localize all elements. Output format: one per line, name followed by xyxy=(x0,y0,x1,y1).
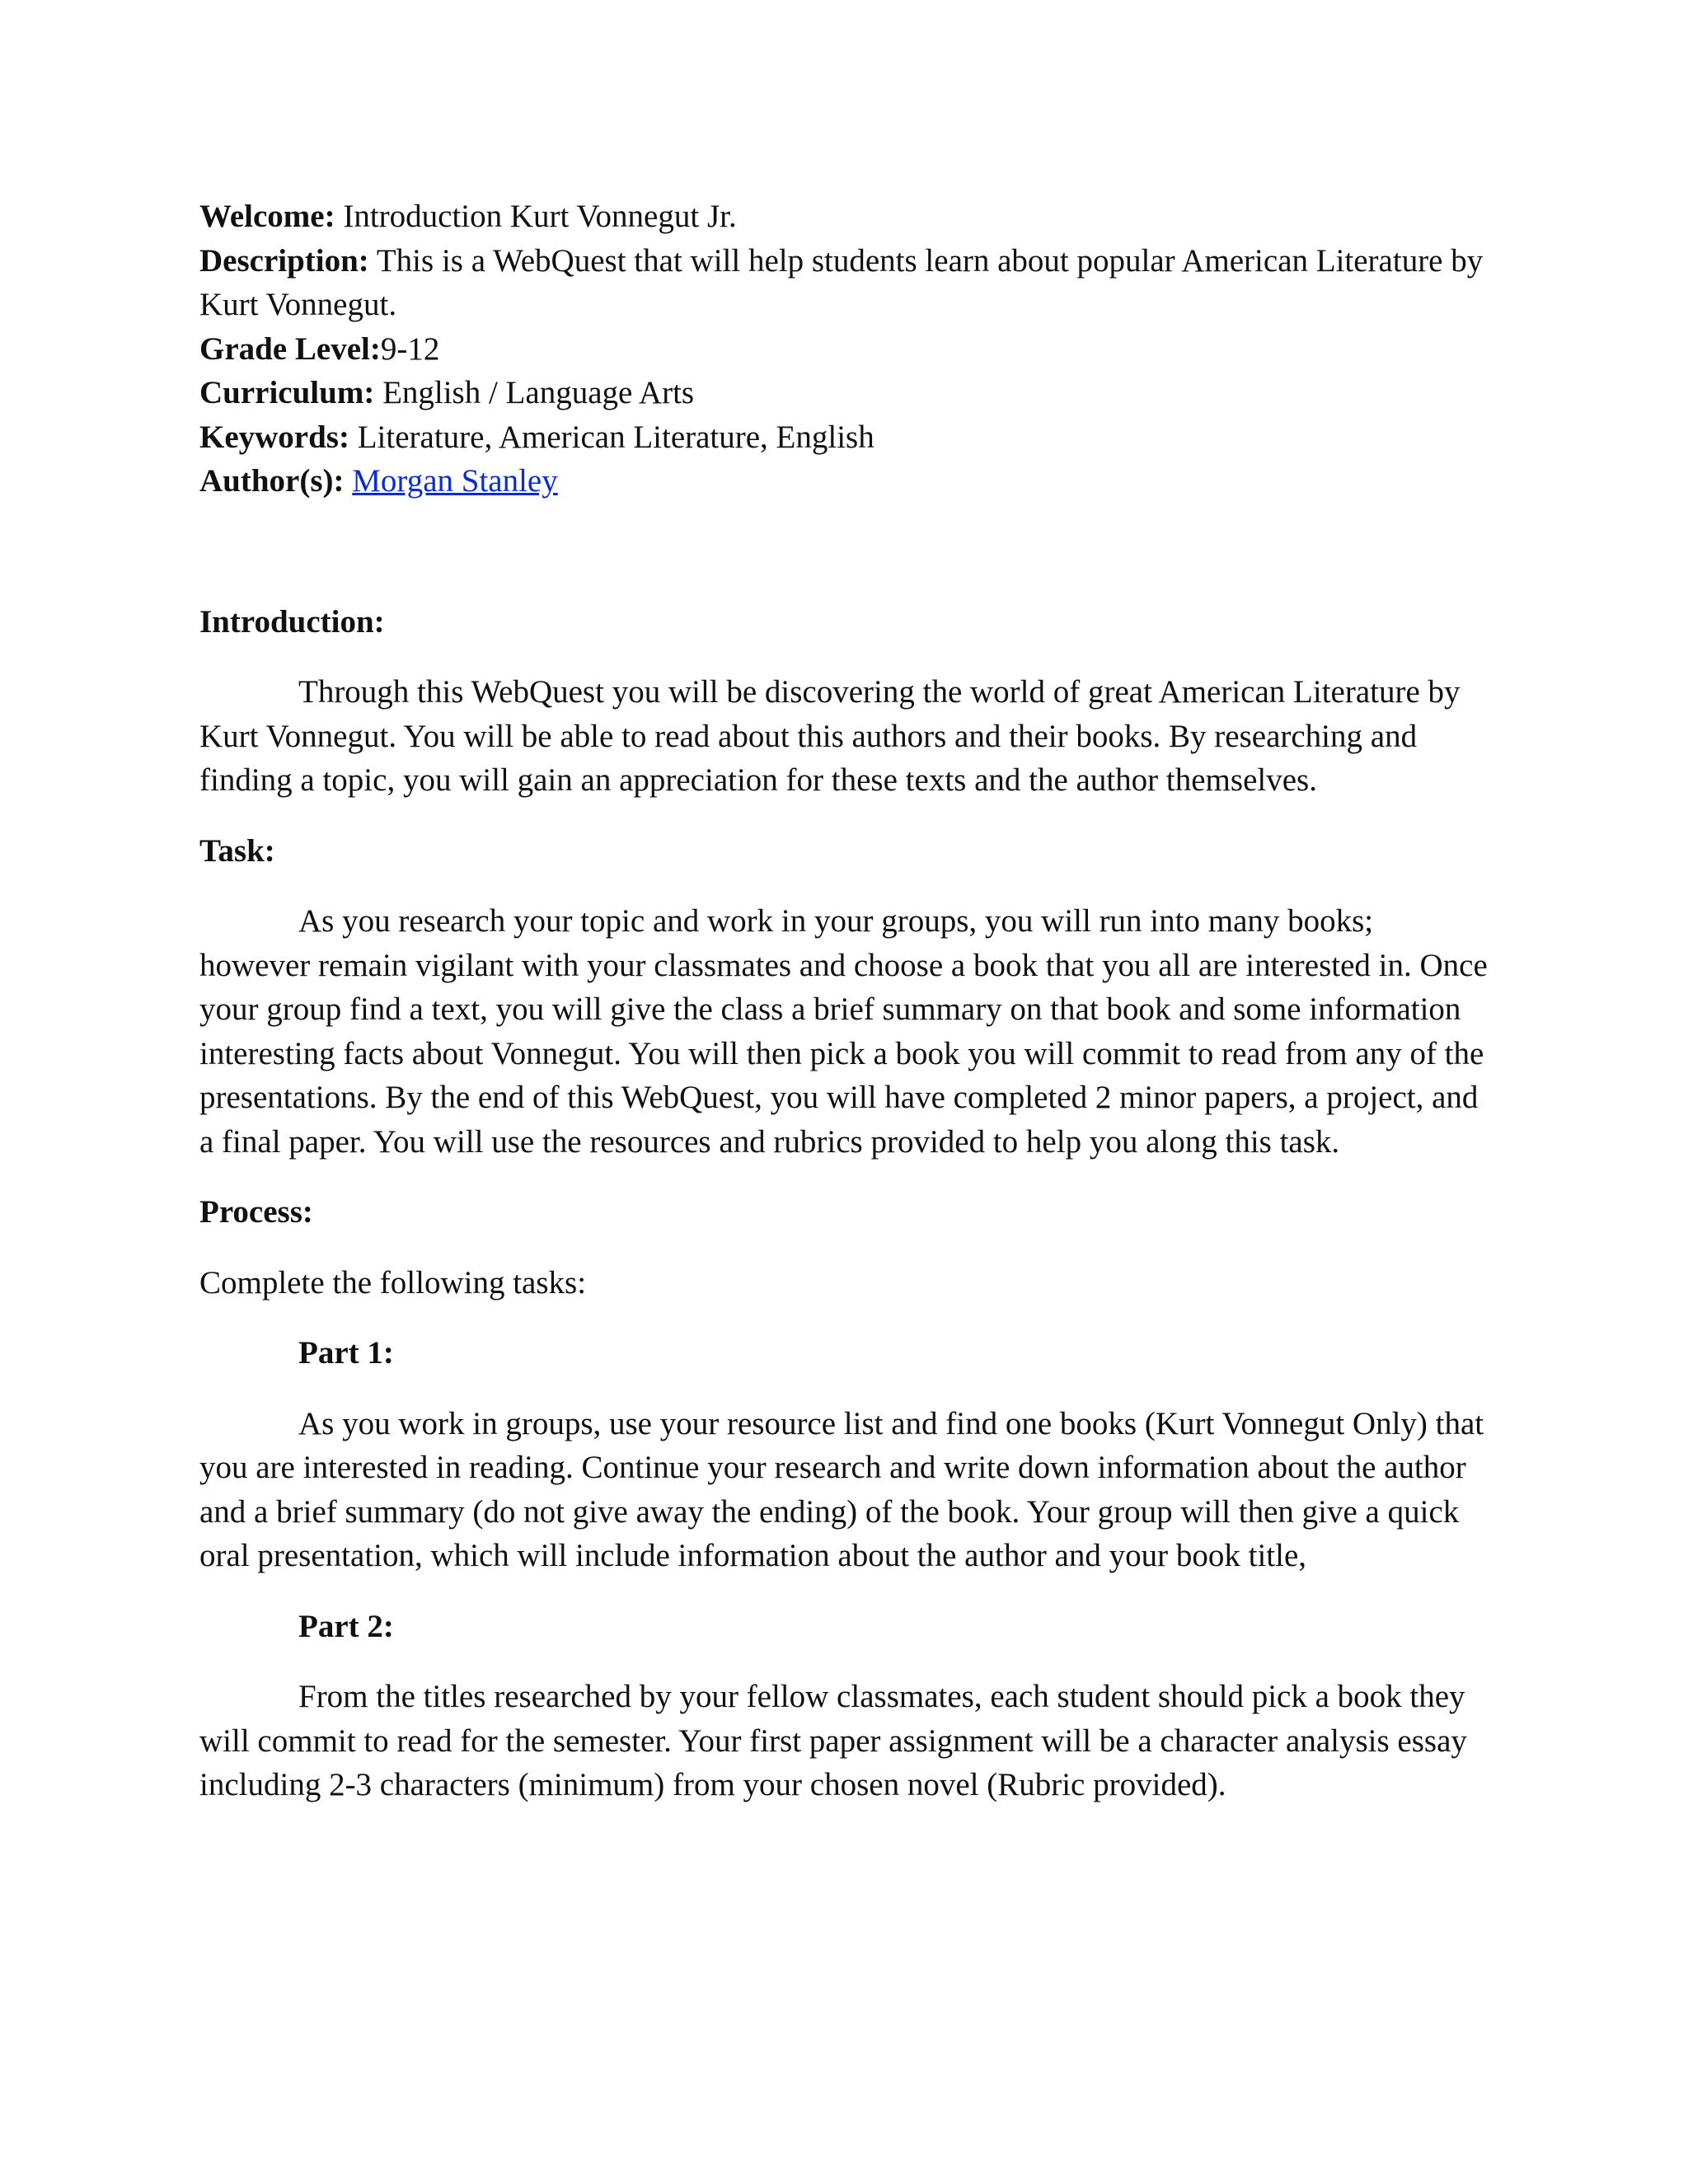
spacer xyxy=(199,644,1492,670)
welcome-value: Introduction Kurt Vonnegut Jr. xyxy=(343,199,737,234)
spacer xyxy=(199,1578,1492,1605)
grade-level-label: Grade Level: xyxy=(199,330,381,367)
description-line xyxy=(199,239,1492,327)
part2-heading: Part 2: xyxy=(298,1608,394,1644)
spacer xyxy=(199,504,1492,600)
keywords-label: Keywords: xyxy=(199,419,349,455)
spacer xyxy=(199,1648,1492,1675)
curriculum-label: Curriculum: xyxy=(199,375,375,410)
author-link[interactable]: Morgan Stanley xyxy=(352,463,558,499)
authors-label: Author(s): xyxy=(199,463,345,499)
part2-paragraph: From the titles researched by your fellow classmates, each student should pick a book they will commit to read for the semester. Your first paper assignment will be a character analysis essay including 2-3 characters (minimum) from your chosen novel (Rubric provided). xyxy=(199,1679,1467,1802)
document-page xyxy=(199,194,1492,1807)
welcome-line xyxy=(199,194,1492,239)
grade-level-line xyxy=(199,327,1492,372)
description-value: This is a WebQuest that will help students learn about popular American Literature by Kurt Vonnegut. xyxy=(199,242,1484,322)
part1-heading: Part 1: xyxy=(298,1335,394,1371)
keywords-value: Literature, American Literature, English xyxy=(357,419,874,455)
authors-line xyxy=(199,459,1492,504)
spacer xyxy=(199,1305,1492,1331)
description-label: Description: xyxy=(199,242,369,279)
process-heading: Process: xyxy=(199,1194,313,1230)
spacer xyxy=(199,803,1492,829)
spacer xyxy=(199,873,1492,899)
welcome-label: Welcome: xyxy=(199,199,335,234)
grade-level-value: 9-12 xyxy=(380,330,440,367)
introduction-paragraph: Through this WebQuest you will be discovering the world of great American Literature by Kurt Vonnegut. You will be able to read about this authors and their books. By researching and finding a topic, you will gain an appreciation for these texts and the author themselves. xyxy=(199,674,1461,798)
task-heading: Task: xyxy=(199,832,275,869)
task-paragraph: As you research your topic and work in your groups, you will run into many books; however remain vigilant with your classmates and choose a book that you all are interested in. Once your group find a text, you will give the class a brief summary on that book and some information interesting facts about Vonnegut. You will then pick a book you will commit to read from any of the presentations. By the end of this WebQuest, you will have completed 2 minor papers, a project, and a final paper. You will use the resources and rubrics provided to help you along this task. xyxy=(199,903,1488,1160)
curriculum-line xyxy=(199,371,1492,415)
curriculum-value: English / Language Arts xyxy=(382,375,695,410)
spacer xyxy=(199,1235,1492,1261)
process-intro: Complete the following tasks: xyxy=(199,1264,587,1301)
part1-paragraph: As you work in groups, use your resource list and find one books (Kurt Vonnegut Only) that you are interested in reading. Continue your research and write down information about the author and a brief summary (do not give away the ending) of the book. Your group will then give a quick oral presentation, which will include information about the author and your book title, xyxy=(199,1405,1484,1573)
spacer xyxy=(199,1164,1492,1190)
introduction-heading: Introduction: xyxy=(199,603,385,640)
keywords-line xyxy=(199,415,1492,460)
spacer xyxy=(199,1376,1492,1402)
